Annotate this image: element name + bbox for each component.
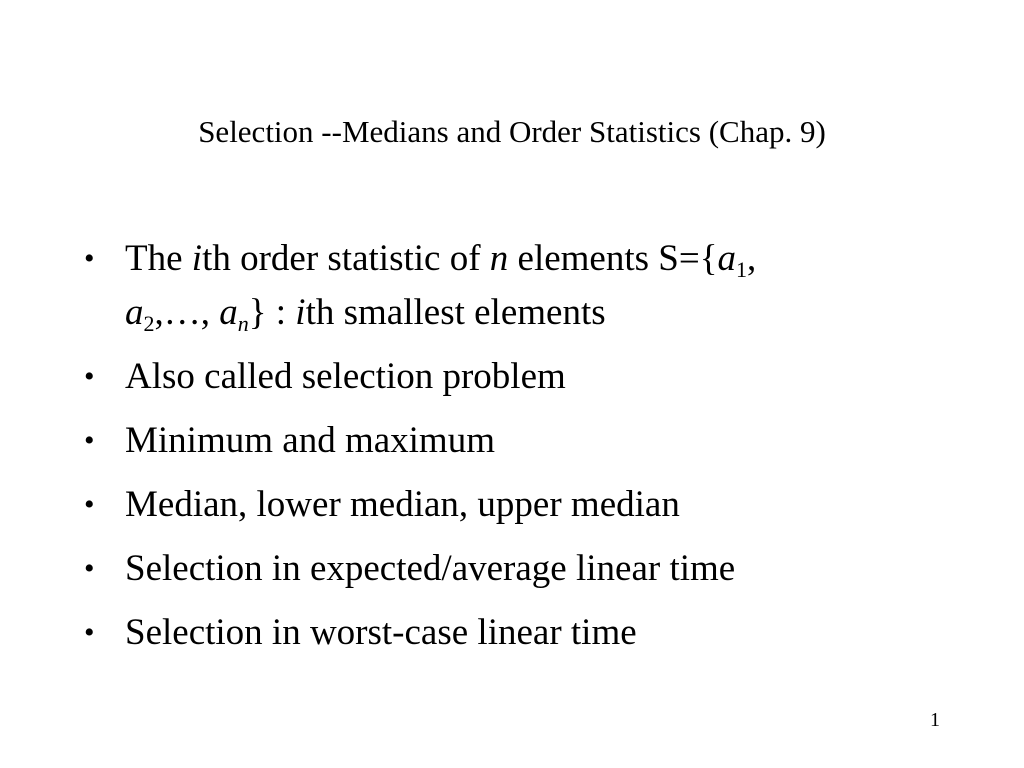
bullet-marker: • — [84, 616, 95, 649]
bullet-marker: • — [84, 360, 95, 393]
text-segment: The — [125, 238, 192, 279]
slide-title: Selection --Medians and Order Statistics (Chap. 9) — [198, 114, 826, 149]
bullet-item-worst-case-linear — [84, 606, 964, 660]
text-segment: th order statistic of — [202, 238, 490, 279]
text-segment: , — [747, 238, 757, 279]
italic-variable-a: a — [125, 292, 144, 333]
bullet-text: Minimum and maximum — [125, 420, 495, 461]
italic-variable-i: i — [191, 238, 203, 279]
bullet-text: Selection in worst-case linear time — [125, 612, 637, 653]
text-segment: } : — [248, 292, 296, 333]
page-number: 1 — [930, 709, 940, 731]
bullet-item-min-max — [84, 414, 964, 468]
subscript: 2 — [143, 311, 155, 336]
bullet-text: Selection in expected/average linear time — [125, 548, 736, 589]
italic-variable-i: i — [295, 292, 306, 333]
bullet-marker: • — [84, 424, 95, 457]
bullet-marker: • — [84, 242, 95, 275]
subscript-italic — [238, 311, 249, 336]
italic-variable-a: a — [219, 292, 238, 333]
bullet-marker: • — [84, 488, 95, 521]
bullet-list — [84, 232, 964, 670]
text-segment: th smallest elements — [305, 292, 606, 333]
text-segment: elements S={ — [508, 238, 718, 279]
bullet-text: Also called selection problem — [125, 356, 566, 397]
bullet-item-order-statistic — [84, 232, 964, 340]
italic-variable-a: a — [717, 238, 736, 279]
bullet-item-expected-linear — [84, 542, 964, 596]
bullet-text: Median, lower median, upper median — [125, 484, 680, 525]
bullet-item-median — [84, 478, 964, 532]
text-segment: ,…, — [154, 292, 220, 333]
bullet-line-2 — [125, 286, 964, 340]
bullet-line-1 — [125, 232, 964, 286]
italic-variable-n: n — [489, 238, 509, 279]
italic-subscript-n: n — [237, 311, 249, 336]
bullet-marker: • — [84, 552, 95, 585]
subscript: 1 — [736, 257, 747, 282]
bullet-item-selection-problem — [84, 350, 964, 404]
